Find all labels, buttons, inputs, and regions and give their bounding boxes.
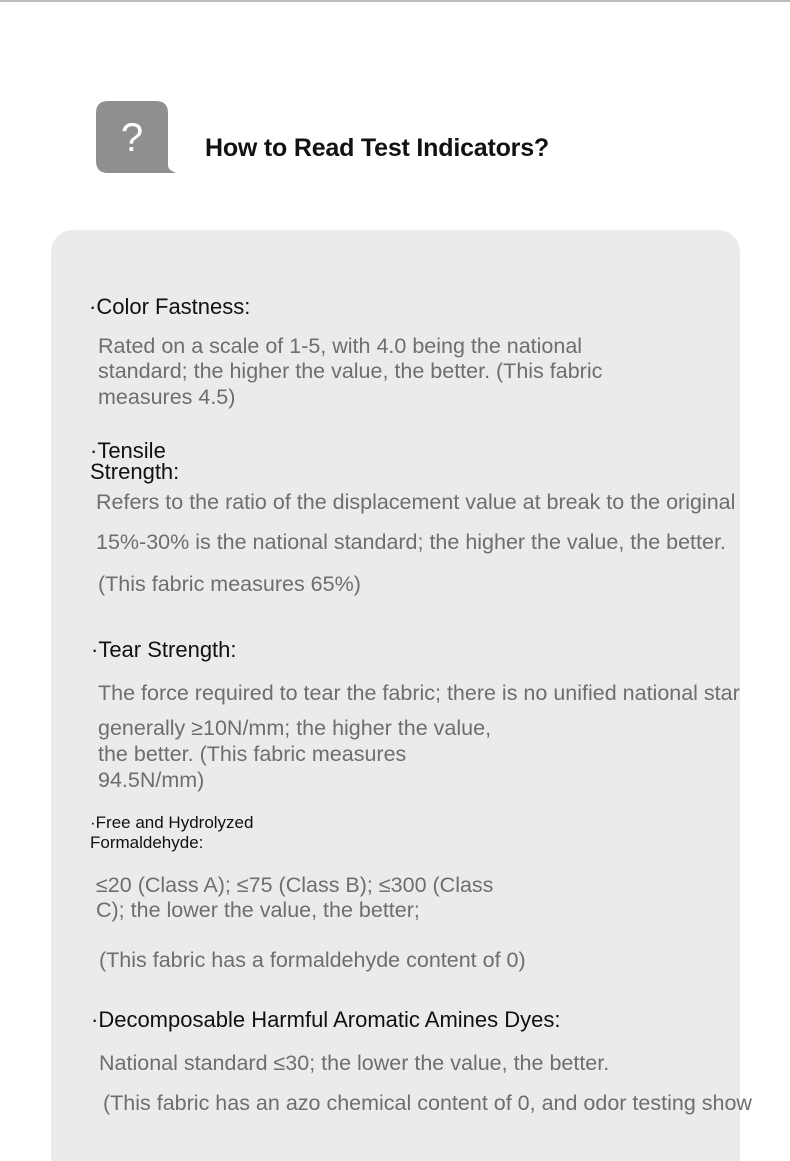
formaldehyde-line-2: C); the lower the value, the better; (96, 898, 420, 922)
top-divider (0, 0, 790, 2)
question-bubble-icon (96, 101, 168, 173)
amines-line-1: National standard ≤30; the lower the value, the better. (99, 1051, 610, 1075)
formaldehyde-title-line-1: ·Free and Hydrolyzed (90, 813, 254, 832)
formaldehyde-line-3: (This fabric has a formaldehyde content of 0) (99, 948, 526, 972)
question-glyph: ? (120, 116, 144, 160)
color-fastness-line-1: Rated on a scale of 1-5, with 4.0 being the national (98, 334, 583, 358)
amines-title: ·Decomposable Harmful Aromatic Amines Dyes: (91, 1007, 561, 1032)
formaldehyde-title-line-2: Formaldehyde: (90, 833, 204, 852)
tensile-strength-line-1: Refers to the ratio of the displacement value at break to the original (96, 490, 736, 514)
amines-line-2: (This fabric has an azo chemical content of 0, and odor testing show (103, 1091, 752, 1115)
tensile-strength-title-line-1: ·Tensile (90, 438, 166, 463)
formaldehyde-line-1: ≤20 (Class A); ≤75 (Class B); ≤300 (Class (96, 873, 494, 897)
tear-strength-line-2: generally ≥10N/mm; the higher the value, (98, 716, 492, 740)
color-fastness-title: ·Color Fastness: (89, 294, 251, 319)
tear-strength-line-1: The force required to tear the fabric; there is no unified national star (98, 681, 740, 705)
color-fastness-line-3: measures 4.5) (98, 385, 236, 409)
page-title: How to Read Test Indicators? (205, 134, 549, 162)
tear-strength-line-4: 94.5N/mm) (98, 768, 205, 792)
tensile-strength-title-line-2: Strength: (90, 459, 180, 484)
color-fastness-line-2: standard; the higher the value, the better. (This fabric (98, 359, 603, 383)
tensile-strength-line-2: 15%-30% is the national standard; the higher the value, the better. (96, 530, 726, 554)
tear-strength-line-3: the better. (This fabric measures (98, 742, 407, 766)
tear-strength-title: ·Tear Strength: (91, 637, 237, 662)
tensile-strength-line-3: (This fabric measures 65%) (98, 572, 361, 596)
